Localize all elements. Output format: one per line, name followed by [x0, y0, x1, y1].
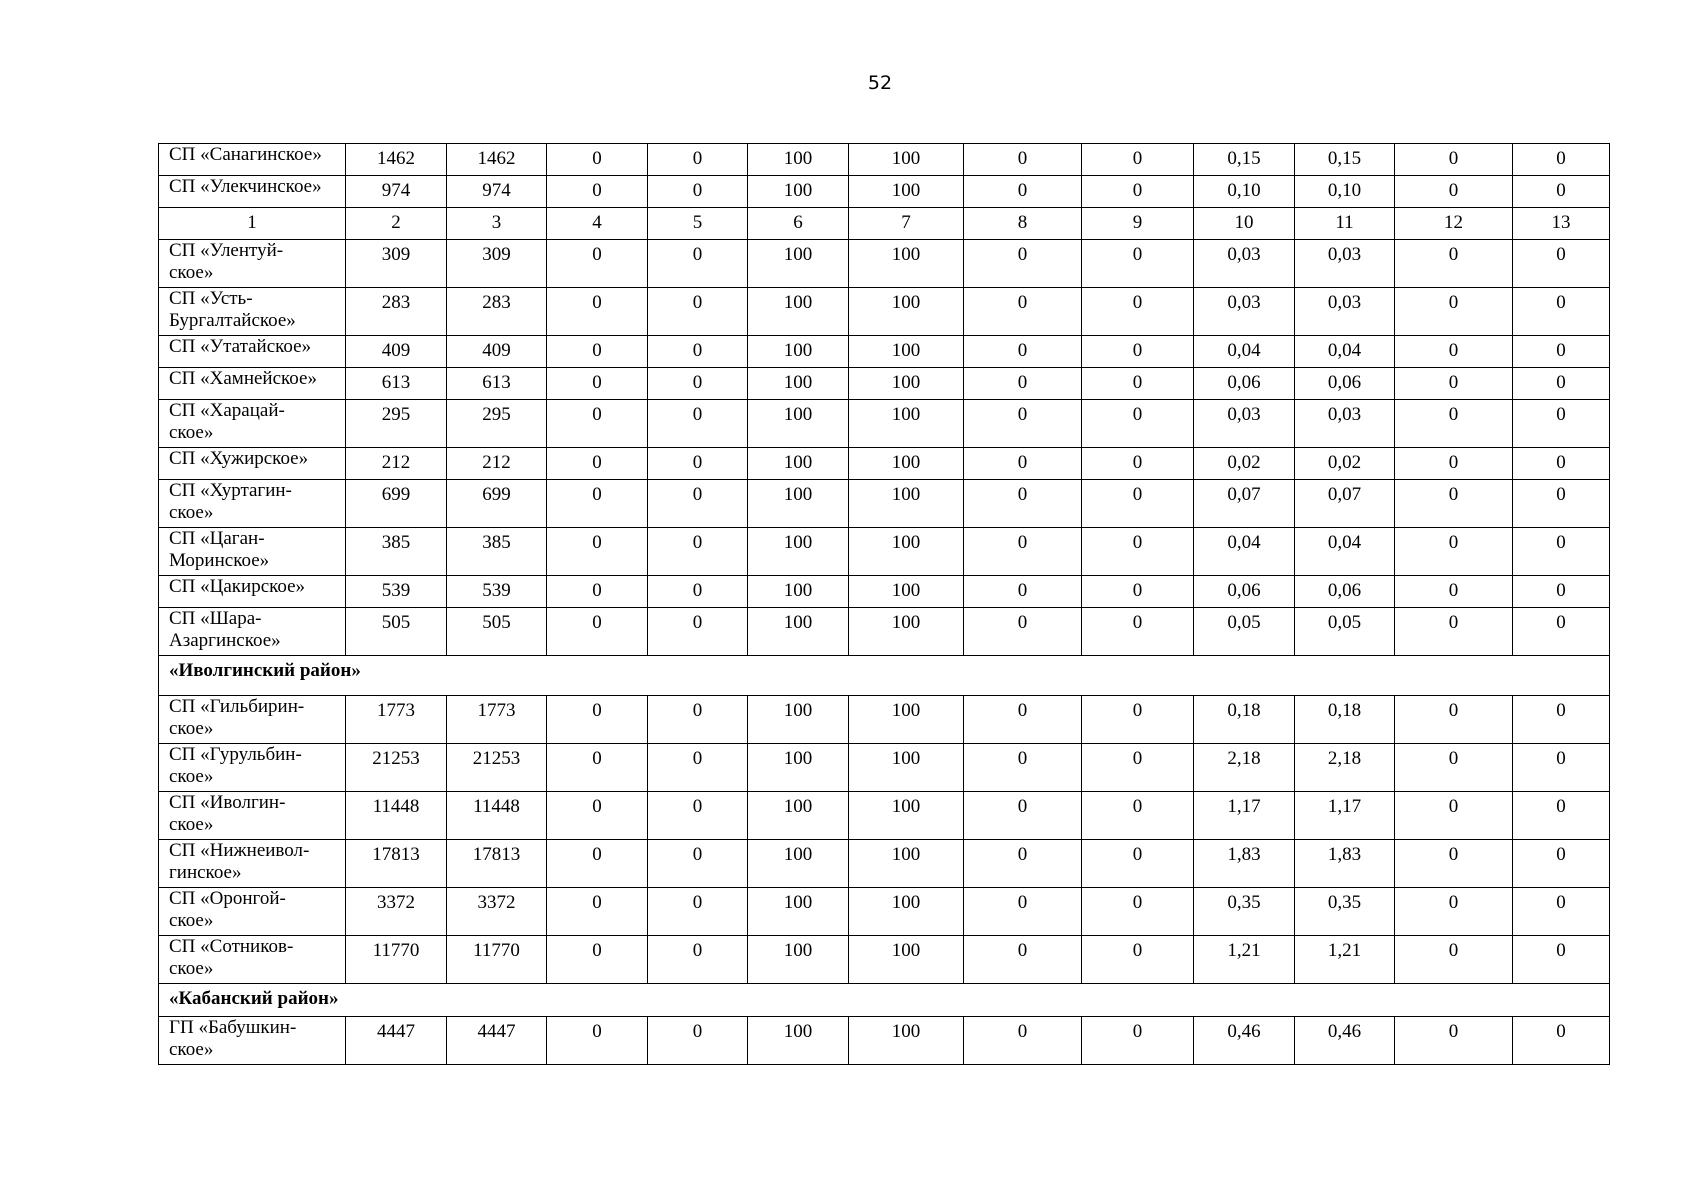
- cell-col-2: 11448: [346, 792, 447, 840]
- cell-col-4: 0: [547, 336, 648, 368]
- cell-col-11: 0,46: [1295, 1017, 1395, 1065]
- cell-col-2: 385: [346, 528, 447, 576]
- cell-col-9: 0: [1082, 1017, 1194, 1065]
- cell-col-11: 0,18: [1295, 696, 1395, 744]
- section-title-kabansky: «Кабанский район»: [159, 984, 1610, 1017]
- cell-col-4: 0: [547, 888, 648, 936]
- settlement-name: СП «Хамнейское»: [159, 368, 346, 400]
- cell-col-9: 0: [1082, 176, 1194, 208]
- cell-col-9: 0: [1082, 336, 1194, 368]
- settlement-name: СП «Иволгин- ское»: [159, 792, 346, 840]
- cell-col-7: 100: [849, 696, 964, 744]
- settlement-name: СП «Усть- Бургалтайское»: [159, 288, 346, 336]
- cell-col-6: 100: [748, 240, 849, 288]
- cell-col-8: 0: [964, 240, 1082, 288]
- column-number: 7: [849, 208, 964, 240]
- cell-col-4: 0: [547, 840, 648, 888]
- cell-col-3: 11448: [447, 792, 547, 840]
- cell-col-10: 0,04: [1194, 336, 1295, 368]
- table-row: [159, 176, 1610, 208]
- cell-col-11: 0,04: [1295, 528, 1395, 576]
- cell-col-12: 0: [1395, 288, 1513, 336]
- cell-col-8: 0: [964, 480, 1082, 528]
- cell-col-6: 100: [748, 176, 849, 208]
- page-number: 52: [867, 72, 893, 94]
- column-number: 10: [1194, 208, 1295, 240]
- cell-col-13: 0: [1513, 336, 1610, 368]
- cell-col-6: 100: [748, 744, 849, 792]
- cell-col-5: 0: [648, 336, 748, 368]
- cell-col-7: 100: [849, 1017, 964, 1065]
- table-row: [159, 1017, 1610, 1065]
- cell-col-11: 0,03: [1295, 288, 1395, 336]
- cell-col-8: 0: [964, 936, 1082, 984]
- cell-col-11: 0,06: [1295, 576, 1395, 608]
- cell-col-5: 0: [648, 176, 748, 208]
- cell-col-3: 613: [447, 368, 547, 400]
- table-row: [159, 608, 1610, 656]
- section-row: [159, 656, 1610, 696]
- cell-col-6: 100: [748, 336, 849, 368]
- table-row: [159, 288, 1610, 336]
- cell-col-12: 0: [1395, 744, 1513, 792]
- cell-col-10: 1,21: [1194, 936, 1295, 984]
- settlement-name: СП «Сотников- ское»: [159, 936, 346, 984]
- cell-col-7: 100: [849, 576, 964, 608]
- cell-col-11: 1,17: [1295, 792, 1395, 840]
- cell-col-10: 0,46: [1194, 1017, 1295, 1065]
- settlement-name: СП «Оронгой- ское»: [159, 888, 346, 936]
- cell-col-3: 4447: [447, 1017, 547, 1065]
- cell-col-12: 0: [1395, 576, 1513, 608]
- cell-col-9: 0: [1082, 792, 1194, 840]
- cell-col-10: 0,03: [1194, 288, 1295, 336]
- cell-col-10: 0,06: [1194, 368, 1295, 400]
- cell-col-13: 0: [1513, 240, 1610, 288]
- cell-col-7: 100: [849, 368, 964, 400]
- settlement-name: СП «Хужирское»: [159, 448, 346, 480]
- cell-col-9: 0: [1082, 480, 1194, 528]
- cell-col-6: 100: [748, 696, 849, 744]
- cell-col-11: 1,83: [1295, 840, 1395, 888]
- cell-col-3: 309: [447, 240, 547, 288]
- cell-col-5: 0: [648, 144, 748, 176]
- cell-col-7: 100: [849, 176, 964, 208]
- cell-col-9: 0: [1082, 288, 1194, 336]
- cell-col-5: 0: [648, 240, 748, 288]
- cell-col-13: 0: [1513, 176, 1610, 208]
- cell-col-2: 11770: [346, 936, 447, 984]
- cell-col-13: 0: [1513, 480, 1610, 528]
- cell-col-7: 100: [849, 448, 964, 480]
- cell-col-7: 100: [849, 400, 964, 448]
- cell-col-12: 0: [1395, 888, 1513, 936]
- cell-col-12: 0: [1395, 480, 1513, 528]
- cell-col-9: 0: [1082, 840, 1194, 888]
- section-row: [159, 984, 1610, 1017]
- cell-col-11: 0,03: [1295, 400, 1395, 448]
- cell-col-11: 0,06: [1295, 368, 1395, 400]
- cell-col-2: 212: [346, 448, 447, 480]
- cell-col-12: 0: [1395, 840, 1513, 888]
- column-number: 8: [964, 208, 1082, 240]
- cell-col-9: 0: [1082, 608, 1194, 656]
- table-row: [159, 240, 1610, 288]
- cell-col-12: 0: [1395, 176, 1513, 208]
- table-row: [159, 448, 1610, 480]
- cell-col-8: 0: [964, 144, 1082, 176]
- table-row: [159, 744, 1610, 792]
- table-row: [159, 528, 1610, 576]
- cell-col-2: 283: [346, 288, 447, 336]
- cell-col-2: 974: [346, 176, 447, 208]
- cell-col-5: 0: [648, 288, 748, 336]
- cell-col-4: 0: [547, 608, 648, 656]
- cell-col-3: 1462: [447, 144, 547, 176]
- cell-col-3: 283: [447, 288, 547, 336]
- column-number: 2: [346, 208, 447, 240]
- table-row: [159, 840, 1610, 888]
- cell-col-9: 0: [1082, 448, 1194, 480]
- cell-col-4: 0: [547, 1017, 648, 1065]
- cell-col-3: 539: [447, 576, 547, 608]
- cell-col-8: 0: [964, 288, 1082, 336]
- cell-col-8: 0: [964, 448, 1082, 480]
- cell-col-2: 699: [346, 480, 447, 528]
- settlement-name: СП «Цаган- Моринское»: [159, 528, 346, 576]
- cell-col-10: 0,05: [1194, 608, 1295, 656]
- cell-col-12: 0: [1395, 696, 1513, 744]
- cell-col-4: 0: [547, 576, 648, 608]
- cell-col-7: 100: [849, 480, 964, 528]
- cell-col-2: 295: [346, 400, 447, 448]
- cell-col-5: 0: [648, 792, 748, 840]
- settlement-name: СП «Шара- Азаргинское»: [159, 608, 346, 656]
- table-row: [159, 368, 1610, 400]
- cell-col-11: 0,07: [1295, 480, 1395, 528]
- cell-col-6: 100: [748, 144, 849, 176]
- cell-col-13: 0: [1513, 840, 1610, 888]
- cell-col-11: 2,18: [1295, 744, 1395, 792]
- cell-col-3: 212: [447, 448, 547, 480]
- table-row: [159, 144, 1610, 176]
- cell-col-3: 974: [447, 176, 547, 208]
- cell-col-9: 0: [1082, 528, 1194, 576]
- column-number: 9: [1082, 208, 1194, 240]
- cell-col-8: 0: [964, 888, 1082, 936]
- cell-col-9: 0: [1082, 936, 1194, 984]
- cell-col-9: 0: [1082, 368, 1194, 400]
- cell-col-5: 0: [648, 696, 748, 744]
- cell-col-2: 409: [346, 336, 447, 368]
- cell-col-12: 0: [1395, 792, 1513, 840]
- cell-col-10: 0,04: [1194, 528, 1295, 576]
- cell-col-12: 0: [1395, 400, 1513, 448]
- cell-col-8: 0: [964, 792, 1082, 840]
- table-row: [159, 336, 1610, 368]
- cell-col-4: 0: [547, 176, 648, 208]
- cell-col-13: 0: [1513, 576, 1610, 608]
- cell-col-3: 21253: [447, 744, 547, 792]
- cell-col-13: 0: [1513, 144, 1610, 176]
- cell-col-9: 0: [1082, 696, 1194, 744]
- settlement-name: СП «Утатайское»: [159, 336, 346, 368]
- column-number: 4: [547, 208, 648, 240]
- cell-col-13: 0: [1513, 1017, 1610, 1065]
- column-number: 11: [1295, 208, 1395, 240]
- cell-col-9: 0: [1082, 240, 1194, 288]
- cell-col-13: 0: [1513, 936, 1610, 984]
- cell-col-11: 1,21: [1295, 936, 1395, 984]
- cell-col-5: 0: [648, 608, 748, 656]
- settlement-name: СП «Гильбирин- ское»: [159, 696, 346, 744]
- cell-col-7: 100: [849, 336, 964, 368]
- cell-col-3: 3372: [447, 888, 547, 936]
- cell-col-4: 0: [547, 240, 648, 288]
- cell-col-5: 0: [648, 400, 748, 448]
- cell-col-10: 2,18: [1194, 744, 1295, 792]
- cell-col-8: 0: [964, 608, 1082, 656]
- cell-col-10: 0,15: [1194, 144, 1295, 176]
- table-row: [159, 936, 1610, 984]
- cell-col-6: 100: [748, 608, 849, 656]
- cell-col-10: 0,35: [1194, 888, 1295, 936]
- cell-col-8: 0: [964, 176, 1082, 208]
- cell-col-6: 100: [748, 528, 849, 576]
- cell-col-6: 100: [748, 936, 849, 984]
- cell-col-9: 0: [1082, 144, 1194, 176]
- cell-col-6: 100: [748, 400, 849, 448]
- table-row: [159, 400, 1610, 448]
- cell-col-6: 100: [748, 368, 849, 400]
- table-row: [159, 480, 1610, 528]
- cell-col-10: 1,17: [1194, 792, 1295, 840]
- cell-col-2: 21253: [346, 744, 447, 792]
- cell-col-7: 100: [849, 608, 964, 656]
- cell-col-7: 100: [849, 240, 964, 288]
- cell-col-7: 100: [849, 144, 964, 176]
- column-number: 13: [1513, 208, 1610, 240]
- cell-col-10: 1,83: [1194, 840, 1295, 888]
- cell-col-8: 0: [964, 528, 1082, 576]
- cell-col-11: 0,05: [1295, 608, 1395, 656]
- cell-col-13: 0: [1513, 400, 1610, 448]
- cell-col-4: 0: [547, 792, 648, 840]
- cell-col-13: 0: [1513, 528, 1610, 576]
- cell-col-4: 0: [547, 744, 648, 792]
- cell-col-8: 0: [964, 336, 1082, 368]
- cell-col-5: 0: [648, 936, 748, 984]
- cell-col-10: 0,03: [1194, 240, 1295, 288]
- cell-col-10: 0,06: [1194, 576, 1295, 608]
- cell-col-8: 0: [964, 576, 1082, 608]
- cell-col-8: 0: [964, 840, 1082, 888]
- cell-col-9: 0: [1082, 888, 1194, 936]
- cell-col-12: 0: [1395, 936, 1513, 984]
- column-number: 1: [159, 208, 346, 240]
- column-number: 12: [1395, 208, 1513, 240]
- cell-col-4: 0: [547, 288, 648, 336]
- section-title-ivolginsky: «Иволгинский район»: [159, 656, 1610, 696]
- cell-col-12: 0: [1395, 336, 1513, 368]
- cell-col-5: 0: [648, 1017, 748, 1065]
- cell-col-4: 0: [547, 144, 648, 176]
- settlement-name: СП «Нижнеивол- гинское»: [159, 840, 346, 888]
- cell-col-5: 0: [648, 840, 748, 888]
- cell-col-5: 0: [648, 368, 748, 400]
- cell-col-9: 0: [1082, 400, 1194, 448]
- cell-col-2: 505: [346, 608, 447, 656]
- settlement-name: СП «Гурульбин- ское»: [159, 744, 346, 792]
- cell-col-11: 0,35: [1295, 888, 1395, 936]
- cell-col-7: 100: [849, 840, 964, 888]
- cell-col-11: 0,04: [1295, 336, 1395, 368]
- cell-col-12: 0: [1395, 528, 1513, 576]
- cell-col-3: 505: [447, 608, 547, 656]
- cell-col-6: 100: [748, 448, 849, 480]
- cell-col-5: 0: [648, 888, 748, 936]
- cell-col-3: 1773: [447, 696, 547, 744]
- cell-col-9: 0: [1082, 744, 1194, 792]
- cell-col-2: 1462: [346, 144, 447, 176]
- settlement-name: СП «Хуртагин- ское»: [159, 480, 346, 528]
- cell-col-12: 0: [1395, 368, 1513, 400]
- cell-col-3: 295: [447, 400, 547, 448]
- column-number: 5: [648, 208, 748, 240]
- cell-col-7: 100: [849, 288, 964, 336]
- cell-col-6: 100: [748, 576, 849, 608]
- table-row: [159, 888, 1610, 936]
- settlement-name: ГП «Бабушкин- ское»: [159, 1017, 346, 1065]
- table-row: [159, 576, 1610, 608]
- cell-col-2: 17813: [346, 840, 447, 888]
- cell-col-5: 0: [648, 448, 748, 480]
- column-number-row: [159, 208, 1610, 240]
- cell-col-13: 0: [1513, 288, 1610, 336]
- cell-col-8: 0: [964, 368, 1082, 400]
- cell-col-12: 0: [1395, 1017, 1513, 1065]
- cell-col-10: 0,18: [1194, 696, 1295, 744]
- cell-col-5: 0: [648, 528, 748, 576]
- cell-col-4: 0: [547, 480, 648, 528]
- table-row: [159, 792, 1610, 840]
- cell-col-10: 0,10: [1194, 176, 1295, 208]
- cell-col-13: 0: [1513, 448, 1610, 480]
- cell-col-13: 0: [1513, 888, 1610, 936]
- cell-col-9: 0: [1082, 576, 1194, 608]
- cell-col-13: 0: [1513, 608, 1610, 656]
- settlement-name: СП «Улекчинское»: [159, 176, 346, 208]
- cell-col-12: 0: [1395, 240, 1513, 288]
- cell-col-2: 4447: [346, 1017, 447, 1065]
- column-number: 3: [447, 208, 547, 240]
- cell-col-13: 0: [1513, 744, 1610, 792]
- cell-col-12: 0: [1395, 608, 1513, 656]
- cell-col-3: 409: [447, 336, 547, 368]
- cell-col-4: 0: [547, 528, 648, 576]
- cell-col-8: 0: [964, 1017, 1082, 1065]
- settlement-name: СП «Харацай- ское»: [159, 400, 346, 448]
- cell-col-3: 17813: [447, 840, 547, 888]
- data-table: [158, 143, 1610, 1065]
- cell-col-3: 385: [447, 528, 547, 576]
- cell-col-10: 0,02: [1194, 448, 1295, 480]
- cell-col-8: 0: [964, 696, 1082, 744]
- cell-col-4: 0: [547, 448, 648, 480]
- cell-col-2: 309: [346, 240, 447, 288]
- cell-col-6: 100: [748, 1017, 849, 1065]
- cell-col-12: 0: [1395, 448, 1513, 480]
- cell-col-11: 0,02: [1295, 448, 1395, 480]
- cell-col-7: 100: [849, 936, 964, 984]
- cell-col-13: 0: [1513, 696, 1610, 744]
- cell-col-5: 0: [648, 576, 748, 608]
- column-number: 6: [748, 208, 849, 240]
- cell-col-8: 0: [964, 400, 1082, 448]
- cell-col-5: 0: [648, 744, 748, 792]
- cell-col-13: 0: [1513, 792, 1610, 840]
- settlement-name: СП «Санагинское»: [159, 144, 346, 176]
- cell-col-6: 100: [748, 480, 849, 528]
- cell-col-3: 11770: [447, 936, 547, 984]
- cell-col-4: 0: [547, 696, 648, 744]
- cell-col-5: 0: [648, 480, 748, 528]
- cell-col-11: 0,10: [1295, 176, 1395, 208]
- cell-col-2: 1773: [346, 696, 447, 744]
- cell-col-6: 100: [748, 840, 849, 888]
- cell-col-11: 0,15: [1295, 144, 1395, 176]
- cell-col-2: 3372: [346, 888, 447, 936]
- cell-col-7: 100: [849, 888, 964, 936]
- cell-col-8: 0: [964, 744, 1082, 792]
- cell-col-4: 0: [547, 368, 648, 400]
- cell-col-10: 0,03: [1194, 400, 1295, 448]
- table-row: [159, 696, 1610, 744]
- cell-col-7: 100: [849, 528, 964, 576]
- cell-col-4: 0: [547, 936, 648, 984]
- cell-col-13: 0: [1513, 368, 1610, 400]
- cell-col-4: 0: [547, 400, 648, 448]
- cell-col-10: 0,07: [1194, 480, 1295, 528]
- cell-col-6: 100: [748, 792, 849, 840]
- settlement-name: СП «Цакирское»: [159, 576, 346, 608]
- cell-col-6: 100: [748, 888, 849, 936]
- cell-col-11: 0,03: [1295, 240, 1395, 288]
- cell-col-6: 100: [748, 288, 849, 336]
- cell-col-2: 539: [346, 576, 447, 608]
- settlement-name: СП «Улентуй- ское»: [159, 240, 346, 288]
- cell-col-2: 613: [346, 368, 447, 400]
- cell-col-3: 699: [447, 480, 547, 528]
- cell-col-7: 100: [849, 792, 964, 840]
- cell-col-7: 100: [849, 744, 964, 792]
- cell-col-12: 0: [1395, 144, 1513, 176]
